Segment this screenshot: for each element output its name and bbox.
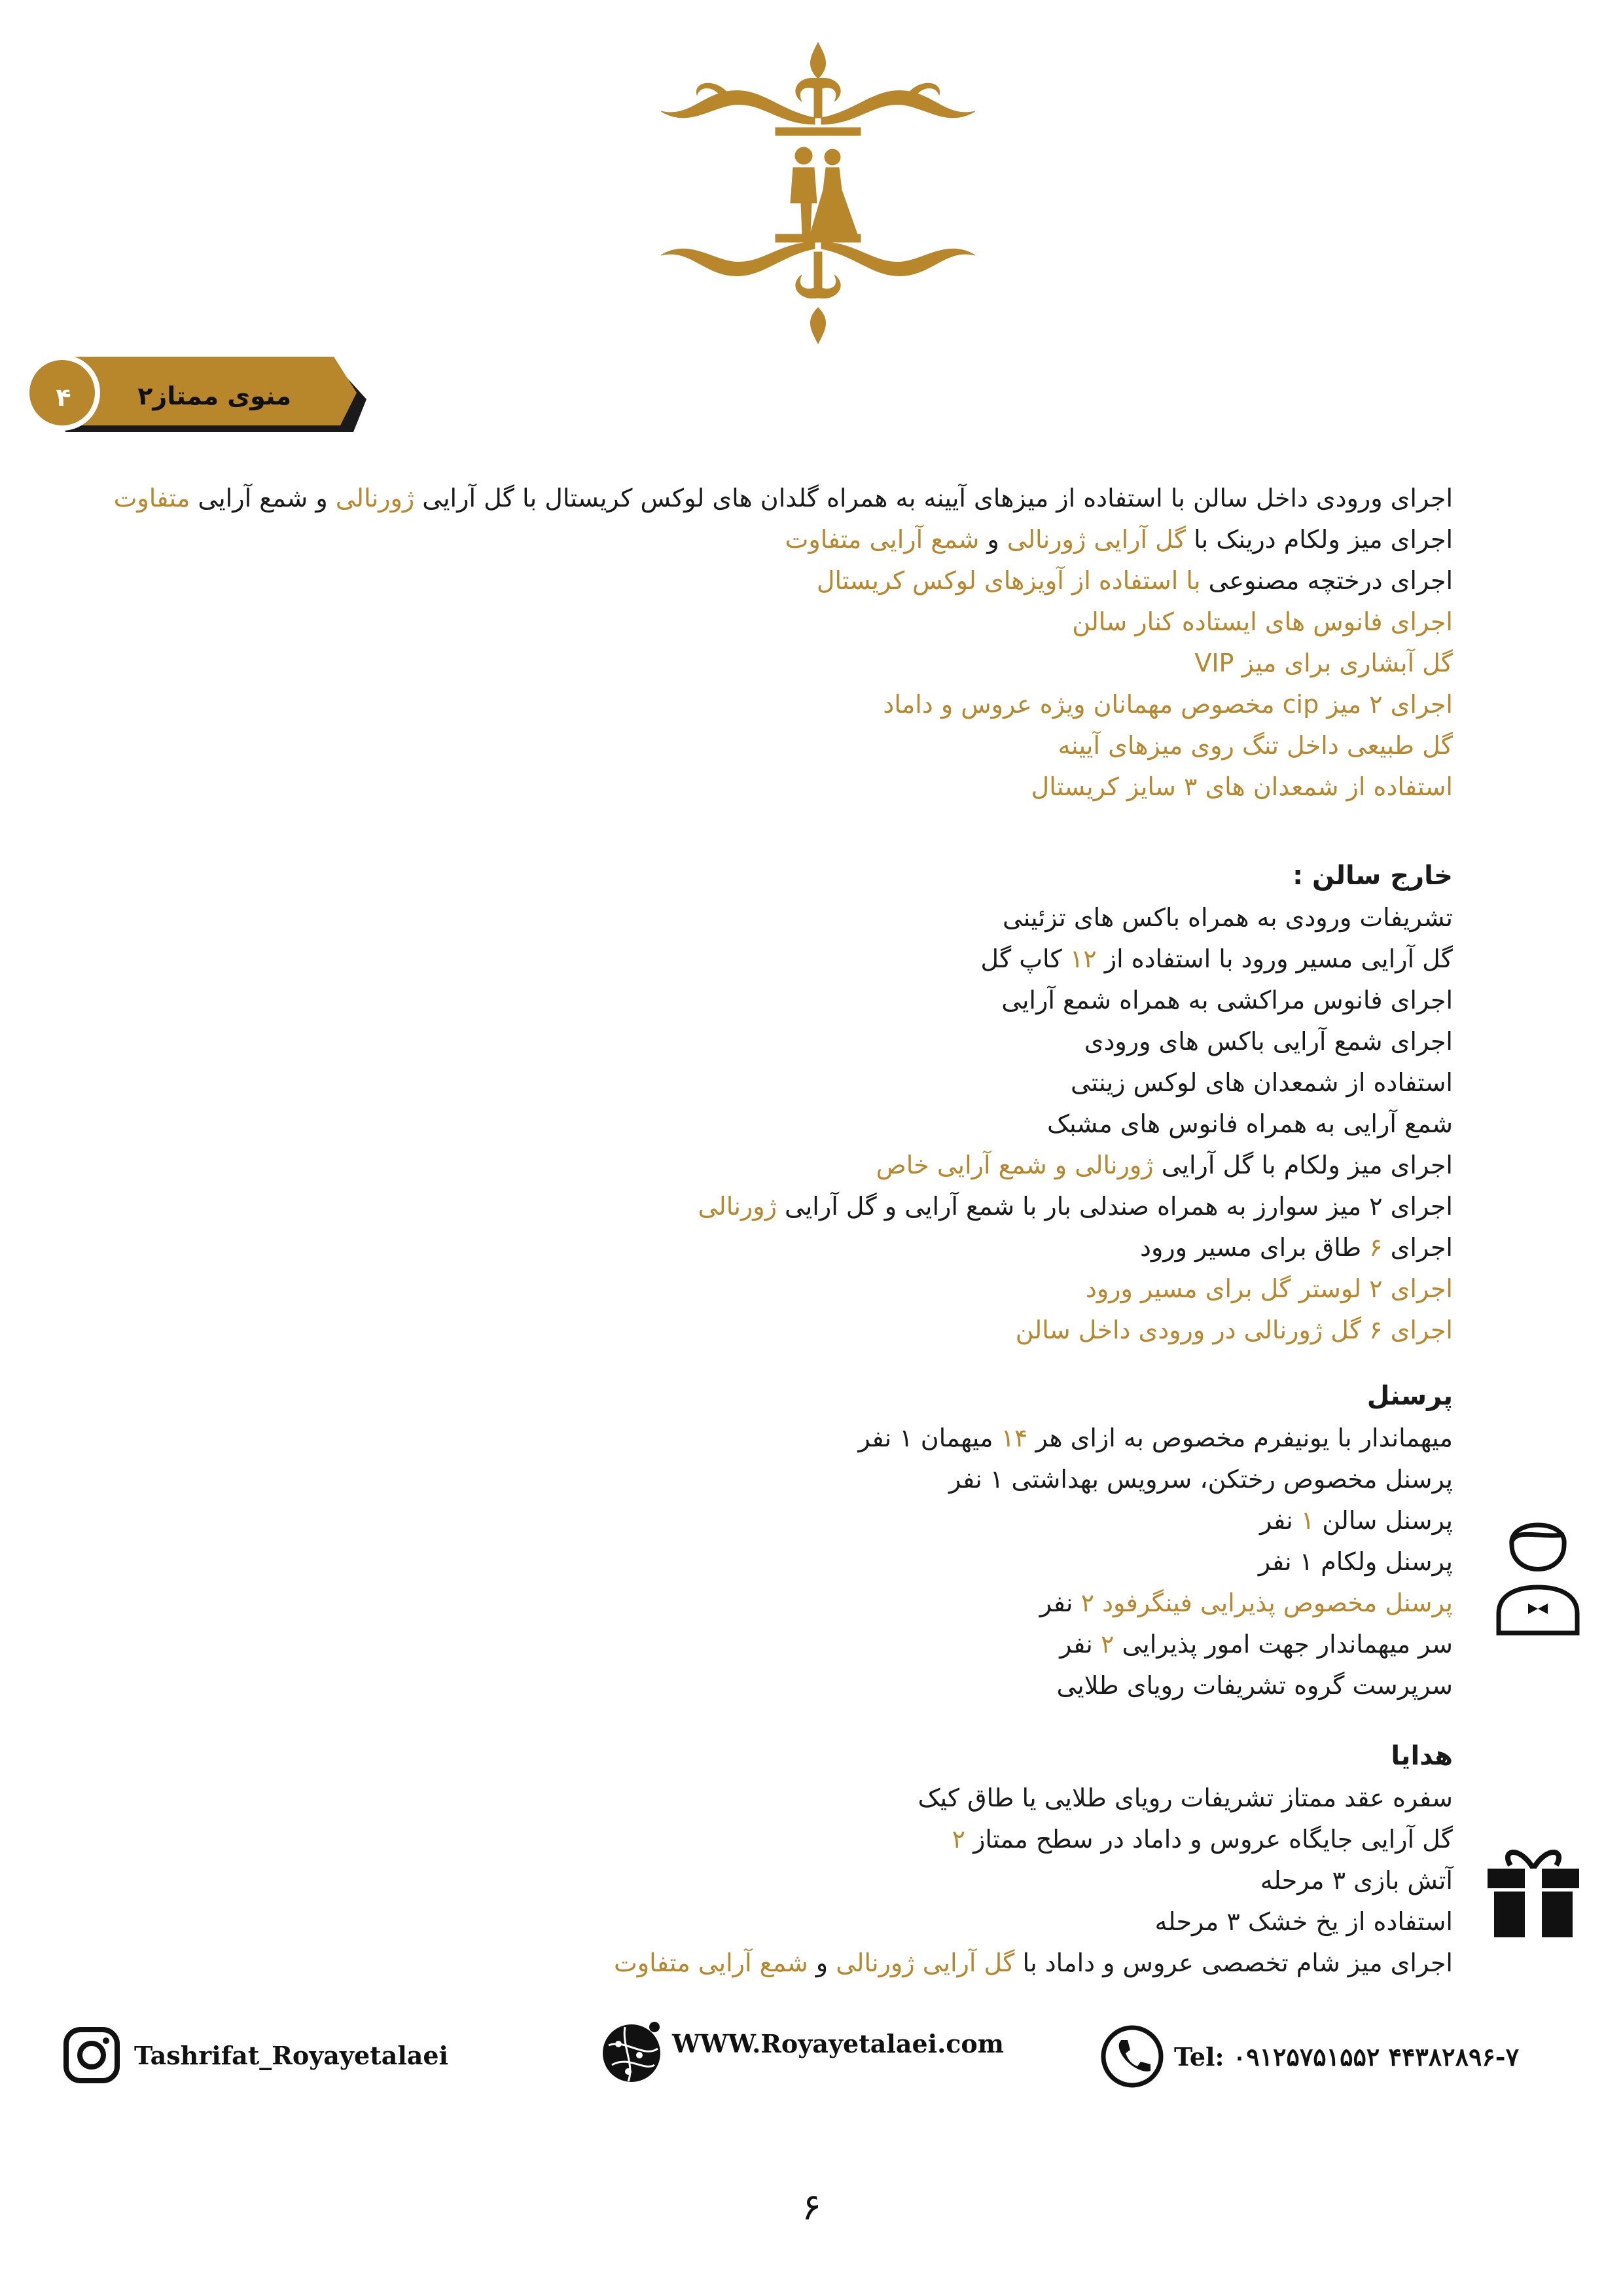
text-span: سرپرست گروه تشریفات رویای طلایی xyxy=(1056,1671,1453,1700)
highlighted-text: پرسنل مخصوص پذیرایی فینگرفود ۲ xyxy=(1080,1588,1453,1617)
highlighted-text: ژورنالی و شمع آرایی خاص xyxy=(876,1151,1154,1179)
highlighted-text: ژورنالی xyxy=(335,484,415,512)
list-item xyxy=(698,1021,1453,1062)
list-item xyxy=(698,897,1453,939)
list-item xyxy=(114,601,1453,643)
banner-title: منوی ممتاز۲ xyxy=(137,382,291,410)
list-item xyxy=(614,1819,1453,1860)
list-item xyxy=(698,1103,1453,1145)
instagram-handle: Tashrifat_Royayetalaei xyxy=(134,2040,448,2070)
text-span: اجرای درختچه مصنوعی xyxy=(1200,566,1453,595)
highlighted-text: اجرای ۲ میز cip مخصوص مهمانان ویژه عروس و داماد xyxy=(883,690,1453,719)
list-item xyxy=(698,980,1453,1021)
text-span: سر میهماندار جهت امور پذیرایی xyxy=(1114,1630,1453,1659)
list-item xyxy=(858,1665,1453,1706)
section-staff xyxy=(858,1374,1453,1706)
highlighted-text: شمع آرایی متفاوت xyxy=(785,525,980,554)
highlighted-text: شمع آرایی متفاوت xyxy=(614,1948,808,1977)
wedding-logo xyxy=(648,39,988,347)
text-span: گل آرایی مسیر ورود با استفاده از xyxy=(1096,944,1453,973)
highlighted-text: ژورنالی xyxy=(698,1192,777,1221)
text-span: تشریفات ورودی به همراه باکس های تزئینی xyxy=(1003,903,1453,932)
list-item xyxy=(114,560,1453,601)
text-span: استفاده از یخ خشک ۳ مرحله xyxy=(1154,1907,1453,1936)
highlighted-text: گل آبشاری برای میز VIP xyxy=(1194,649,1453,677)
highlighted-text: گل طبیعی داخل تنگ روی میزهای آیینه xyxy=(1058,731,1453,760)
text-span: آتش بازی ۳ مرحله xyxy=(1260,1866,1453,1895)
highlighted-text: متفاوت xyxy=(113,484,190,512)
text-span: اجرای xyxy=(1382,1233,1453,1262)
highlighted-text: اجرای فانوس های ایستاده کنار سالن xyxy=(1072,607,1453,636)
list-item xyxy=(114,643,1453,684)
list-item xyxy=(858,1624,1453,1665)
text-span: کاپ گل xyxy=(980,944,1070,973)
instagram-icon xyxy=(62,2026,121,2085)
text-span: سفره عقد ممتاز تشریفات رویای طلایی یا طاق کیک xyxy=(918,1784,1453,1812)
highlighted-text: ۱۴ xyxy=(1001,1424,1028,1452)
text-span: نفر xyxy=(1039,1588,1081,1617)
list-item xyxy=(698,1268,1453,1310)
gift-icon xyxy=(1484,1842,1582,1941)
list-item xyxy=(614,1860,1453,1901)
highlighted-text: اجرای ۶ گل ژورنالی در ورودی داخل سالن xyxy=(1015,1316,1453,1344)
list-item xyxy=(114,684,1453,725)
text-span: اجرای میز شام تخصصی عروس و داماد با xyxy=(1014,1948,1453,1977)
text-span: و شمع آرایی xyxy=(190,484,336,512)
text-span: شمع آرایی به همراه فانوس های مشبک xyxy=(1046,1109,1453,1138)
text-span: پرسنل مخصوص رختکن، سرویس بهداشتی ۱ نفر xyxy=(949,1465,1453,1494)
section-inside-hall xyxy=(114,478,1453,808)
text-span: اجرای شمع آرایی باکس های ورودی xyxy=(1084,1027,1453,1056)
list-item xyxy=(698,1062,1453,1103)
highlighted-text: گل آرایی ژورنالی xyxy=(836,1948,1015,1977)
highlighted-text: ۲ xyxy=(1100,1630,1115,1659)
section-heading: پرسنل xyxy=(1366,1381,1453,1411)
phone-contact[interactable] xyxy=(1099,2024,1519,2089)
text-span: اجرای ۲ میز سوارز به همراه صندلی بار با شمع آرایی و گل آرایی xyxy=(776,1192,1453,1221)
text-span: نفر xyxy=(1260,1506,1301,1535)
list-item xyxy=(698,1186,1453,1227)
list-item xyxy=(114,519,1453,560)
text-span: اجرای میز ولکام درینک با xyxy=(1186,525,1453,554)
list-item xyxy=(858,1583,1453,1624)
website-url: WWW.Royayetalaei.com xyxy=(672,2029,1004,2058)
list-item xyxy=(698,1227,1453,1268)
highlighted-text: با استفاده از آویزهای لوکس کریستال xyxy=(816,566,1201,595)
text-span: و xyxy=(979,525,1007,554)
text-span: گل آرایی جایگاه عروس و داماد در سطح ممتاز xyxy=(965,1825,1453,1854)
section-gifts xyxy=(614,1734,1453,1984)
text-span: و xyxy=(808,1948,836,1977)
text-span: پرسنل سالن xyxy=(1314,1506,1453,1535)
section-heading: خارج سالن : xyxy=(1293,861,1453,891)
list-item xyxy=(614,1943,1453,1984)
globe-icon xyxy=(599,2019,664,2085)
highlighted-text: گل آرایی ژورنالی xyxy=(1007,525,1186,554)
website-contact[interactable] xyxy=(599,2019,1004,2085)
waiter-icon xyxy=(1492,1505,1584,1636)
text-span: استفاده از شمعدان های لوکس زینتی xyxy=(1071,1068,1453,1097)
list-item xyxy=(858,1459,1453,1500)
phone-icon xyxy=(1099,2024,1165,2089)
list-item xyxy=(114,725,1453,766)
page-number: ۶ xyxy=(801,2186,822,2229)
list-item xyxy=(614,1778,1453,1819)
list-item xyxy=(698,939,1453,980)
section-heading: هدایا xyxy=(1391,1741,1453,1771)
list-item xyxy=(858,1418,1453,1459)
highlighted-text: ۱۲ xyxy=(1069,944,1097,973)
section-outside-hall xyxy=(698,854,1453,1351)
text-span: طاق برای مسیر ورود xyxy=(1140,1233,1370,1262)
list-item xyxy=(698,1310,1453,1351)
text-span: نفر xyxy=(1060,1630,1101,1659)
banner-number: ۴ xyxy=(56,383,71,412)
text-span: میهمان ۱ نفر xyxy=(858,1424,1001,1452)
text-span: پرسنل ولکام ۱ نفر xyxy=(1258,1547,1453,1576)
text-span: اجرای ورودی داخل سالن با استفاده از میزهای آیینه به همراه گلدان های لوکس کریستال با گل آرایی xyxy=(414,484,1453,512)
list-item xyxy=(614,1901,1453,1943)
list-item xyxy=(858,1541,1453,1583)
list-item xyxy=(698,1145,1453,1186)
text-span: اجرای میز ولکام با گل آرایی xyxy=(1153,1151,1453,1179)
list-item xyxy=(114,478,1453,519)
text-span: اجرای فانوس مراکشی به همراه شمع آرایی xyxy=(1001,986,1453,1014)
text-span: میهماندار با یونیفرم مخصوص به ازای هر xyxy=(1027,1424,1453,1452)
highlighted-text: استفاده از شمعدان های ۳ سایز کریستال xyxy=(1031,772,1453,801)
instagram-contact[interactable] xyxy=(62,2026,448,2085)
phone-numbers: Tel: ۰۹۱۲۵۷۵۱۵۵۲ ۴۴۳۸۲۸۹۶-۷ xyxy=(1174,2041,1519,2072)
list-item xyxy=(114,766,1453,808)
highlighted-text: اجرای ۲ لوستر گل برای مسیر ورود xyxy=(1085,1274,1453,1303)
highlighted-text: ۶ xyxy=(1369,1233,1383,1262)
highlighted-text: ۲ xyxy=(952,1825,965,1854)
list-item xyxy=(858,1500,1453,1541)
highlighted-text: ۱ xyxy=(1300,1506,1315,1535)
